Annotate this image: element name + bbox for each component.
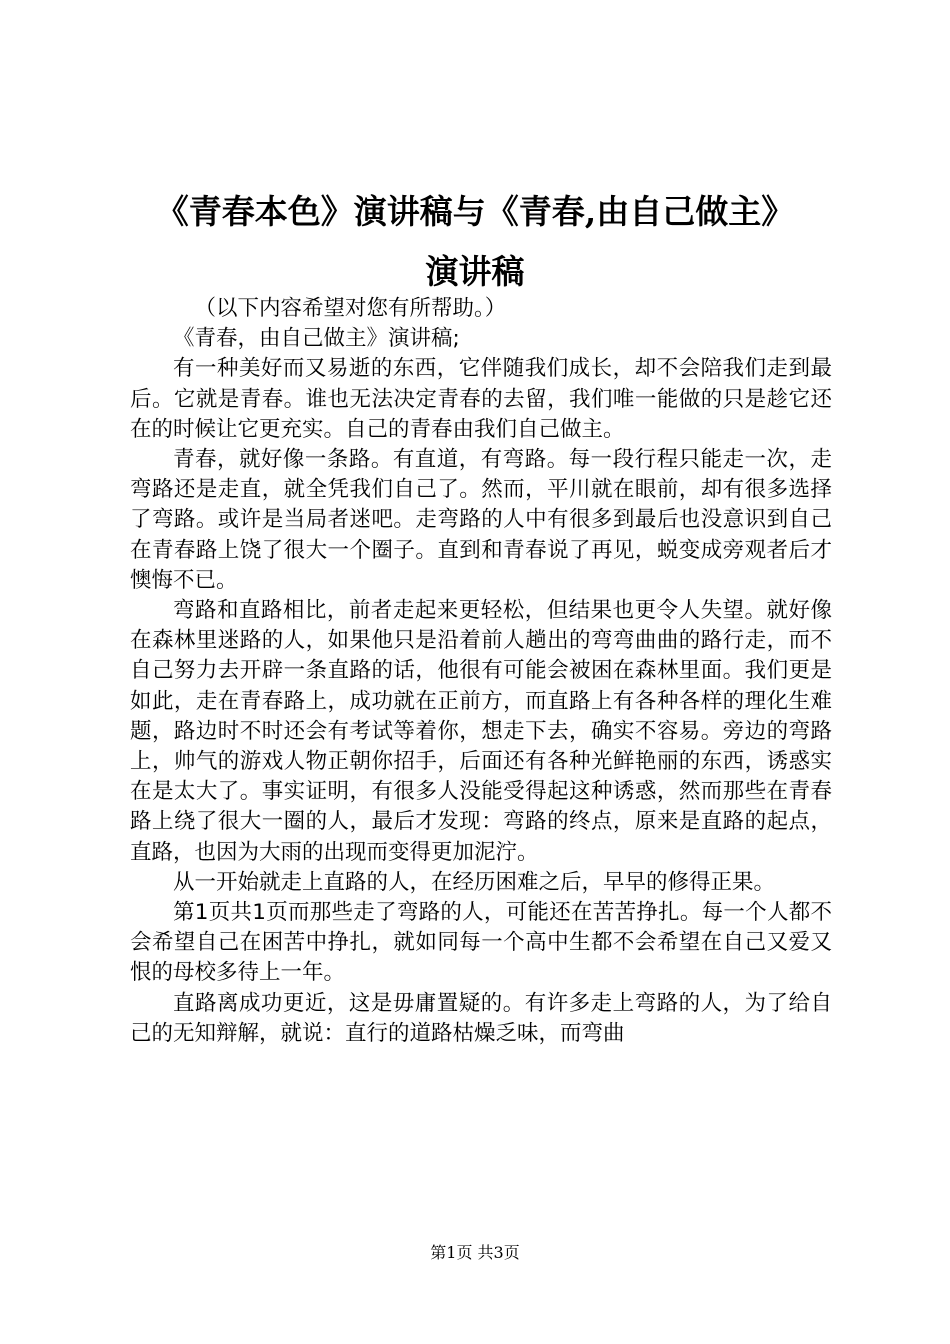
body-paragraph: 弯路和直路相比，前者走起来更轻松，但结果也更令人失望。就好像在森林里迷路的人，如果他只是沿着前人趟出的弯弯曲曲的路行走，而不自己努力去开辟一条直路的话，他很有可能会被困在森林里面。我们更是如此，走在青春路上，成功就在正前方，而直路上有各种各样的理化生难题，路边时不时还会有考试等着你，想走下去，确实不容易。旁边的弯路上，帅气的游戏人物正朝你招手，后面还有各种光鲜艳丽的东西，诱惑实在是太大了。事实证明，有很多人没能受得起这种诱惑，然而那些在青春路上绕了很大一圈的人，最后才发现：弯路的终点，原来是直路的起点，直路，也因为大雨的出现而变得更加泥泞。 [130,598,832,865]
document-title-line-1: 《青春本色》演讲稿与《青春,由自己做主》 [155,192,795,231]
intro-note: （以下内容希望对您有所帮助。） [194,296,507,321]
page-footer: 第1页 共3页 [430,1243,520,1262]
document-body [130,294,832,1049]
body-paragraph: 从一开始就走上直路的人，在经历困难之后，早早的修得正果。 [173,869,776,895]
document-title-line-2: 演讲稿 [425,252,525,291]
body-paragraph: 青春，就好像一条路。有直道，有弯路。每一段行程只能走一次，走弯路还是走直，就全凭我们自己了。然而，平川就在眼前，却有很多选择了弯路。或许是当局者迷吧。走弯路的人中有很多到最后也没意识到自己在青春路上饶了很大一个圈子。直到和青春说了再见，蜕变成旁观者后才懊悔不已。 [130,447,832,593]
body-paragraph: 有一种美好而又易逝的东西，它伴随我们成长，却不会陪我们走到最后。它就是青春。谁也无法决定青春的去留，我们唯一能做的只是趁它还在的时候让它更充实。自己的青春由我们自己做主。 [130,356,832,442]
subtitle-paragraph: 《青春，由自己做主》演讲稿; [173,326,460,352]
body-paragraph: 第1页共1页而那些走了弯路的人，可能还在苦苦挣扎。每一个人都不会希望自己在困苦中挣扎，就如同每一个高中生都不会希望在自己又爱又恨的母校多待上一年。 [130,900,832,986]
body-paragraph: 直路离成功更近，这是毋庸置疑的。有许多走上弯路的人，为了给自己的无知辩解，就说：直行的道路枯燥乏味，而弯曲 [130,990,832,1046]
